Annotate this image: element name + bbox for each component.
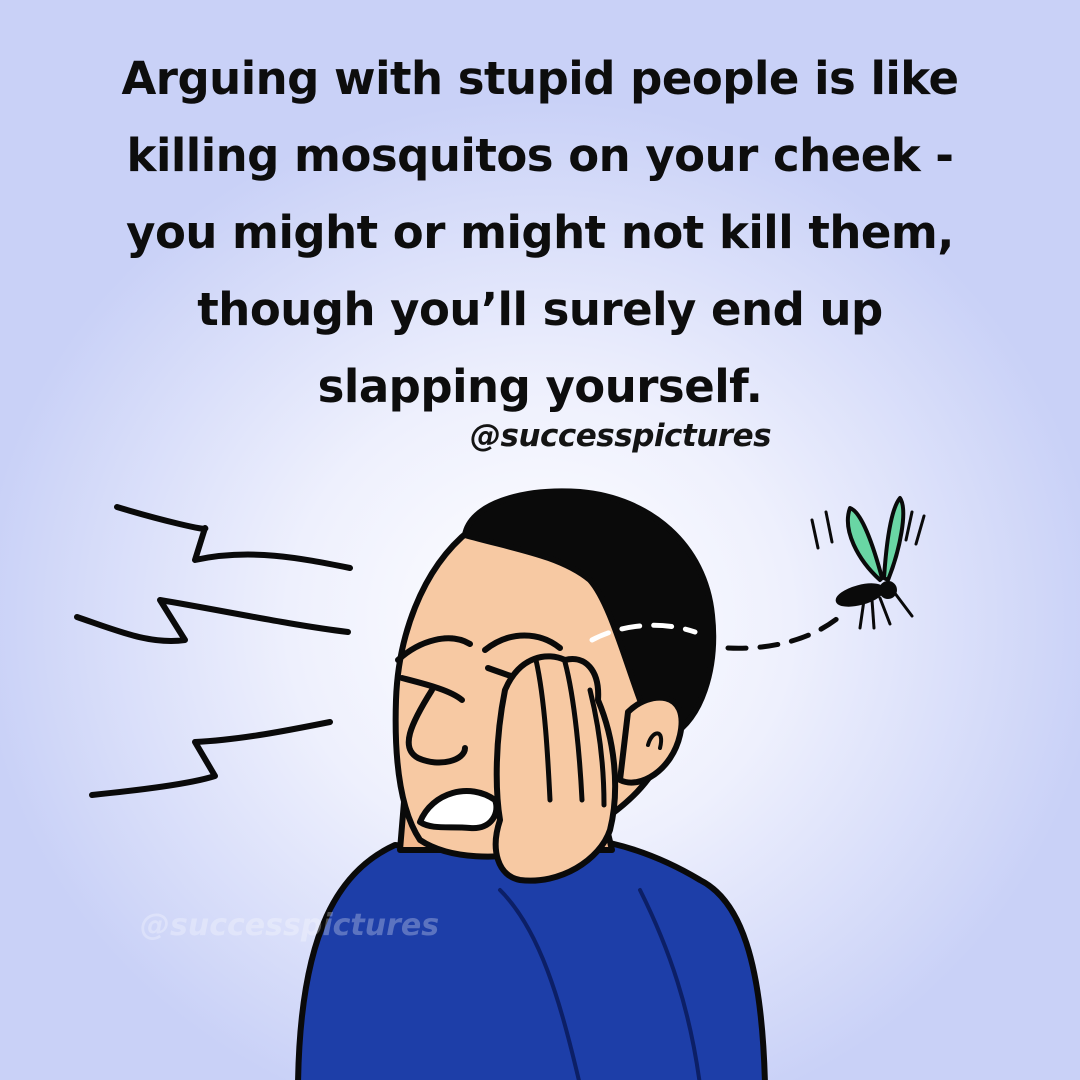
credit-handle: @successpictures bbox=[470, 418, 772, 454]
motion-lines-icon bbox=[77, 507, 350, 795]
man-slapping-own-cheek-icon bbox=[298, 491, 838, 1080]
quote-line-3: you might or might not kill them, bbox=[126, 206, 954, 259]
hand bbox=[496, 656, 615, 880]
quote-line-1: Arguing with stupid people is like bbox=[121, 52, 959, 105]
mosquito-icon bbox=[812, 498, 924, 628]
quote-line-5: slapping yourself. bbox=[317, 360, 763, 413]
quote-line-4: though you’ll surely end up bbox=[197, 283, 883, 336]
watermark-text: @successpictures bbox=[140, 908, 440, 943]
quote-line-2: killing mosquitos on your cheek - bbox=[126, 129, 954, 182]
